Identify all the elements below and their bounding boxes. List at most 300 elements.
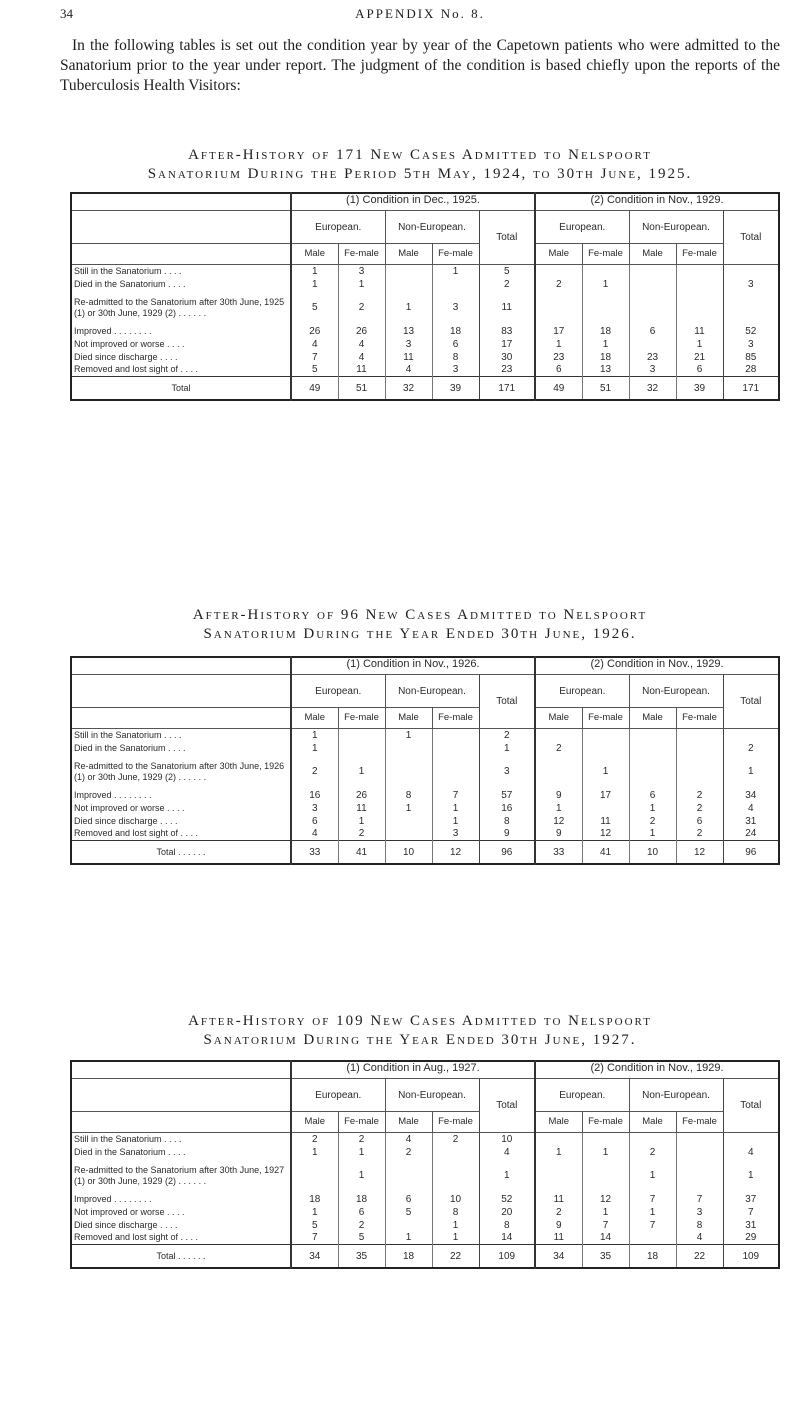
female-header: Fe-male [338,244,385,265]
cell: 5 [338,1232,385,1245]
cell: 2 [385,1146,432,1159]
table-1 [70,192,776,401]
cell [582,802,629,815]
european-header: European. [535,1079,629,1112]
european-header: European. [535,675,629,708]
cell: 10 [432,1193,479,1206]
table-row [71,1146,779,1159]
cell: 8 [479,1219,535,1232]
cell [629,338,676,351]
cell [629,291,676,325]
cell: 1 [582,278,629,291]
cell: 1 [479,742,535,755]
cell [535,265,582,278]
table-row [71,265,779,278]
cell: 4 [385,364,432,377]
cell: 1 [629,1159,676,1193]
cell [385,755,432,789]
cell: 7 [723,1206,779,1219]
cell: 21 [676,351,723,364]
row-label: Re-admitted to the Sanatorium after 30th June, 1925 (1) or 30th June, 1929 (2) . . . . . . [74,296,285,318]
cell [338,742,385,755]
female-header: Fe-male [582,708,629,729]
female-header: Fe-male [676,1112,723,1133]
cell: 5 [479,265,535,278]
table-row [71,1193,779,1206]
cell: 5 [291,291,338,325]
male-header: Male [291,244,338,265]
cell: 1 [432,815,479,828]
cell [582,265,629,278]
total-cell: 35 [582,1245,629,1269]
total-cell: 109 [479,1245,535,1269]
cell: 12 [582,828,629,841]
cell: 1 [432,802,479,815]
row-label: Died since discharge . . . . [74,815,178,826]
cell: 1 [582,338,629,351]
total-cell: 10 [629,841,676,865]
cell: 23 [629,351,676,364]
table-row [71,291,779,325]
cell: 1 [676,338,723,351]
row-label: Removed and lost sight of . . . . [74,364,199,375]
cell: 26 [291,325,338,338]
cell: 3 [432,828,479,841]
row-label: Re-admitted to the Sanatorium after 30th June, 1927 (1) or 30th June, 1929 (2) . . . . . . [74,1164,285,1186]
cell [629,755,676,789]
table-row [71,351,779,364]
table-row [71,338,779,351]
cell: 4 [291,828,338,841]
cell: 31 [723,1219,779,1232]
cell: 85 [723,351,779,364]
non-european-header: Non-European. [385,1079,479,1112]
female-header: Fe-male [582,244,629,265]
cell: 1 [535,338,582,351]
cell: 7 [291,351,338,364]
cell: 1 [291,1206,338,1219]
stub-header [71,193,291,211]
total-cell: 171 [723,377,779,401]
table-2-heading-line-1: After-History of 96 New Cases Admitted to Nelspoort [192,607,648,623]
cell: 17 [582,789,629,802]
cell [676,278,723,291]
total-cell: 33 [291,841,338,865]
cell [629,729,676,742]
cell: 34 [723,789,779,802]
cell: 1 [432,265,479,278]
european-header: European. [291,1079,385,1112]
male-header: Male [385,1112,432,1133]
cell: 8 [432,1206,479,1219]
cell: 2 [535,278,582,291]
cell: 6 [676,815,723,828]
non-european-header: Non-European. [629,675,723,708]
male-header: Male [629,244,676,265]
cell: 8 [432,351,479,364]
total-header: Total [479,1079,535,1133]
cell: 5 [385,1206,432,1219]
cell: 2 [629,815,676,828]
row-label: Died in the Sanatorium . . . . [74,278,186,289]
table-row [71,828,779,841]
cell: 6 [629,789,676,802]
total-cell: 34 [535,1245,582,1269]
cell: 52 [723,325,779,338]
cell [432,742,479,755]
cell: 2 [479,729,535,742]
cell: 3 [723,338,779,351]
row-label: Still in the Sanatorium . . . . [74,729,182,740]
male-header: Male [535,244,582,265]
row-label: Still in the Sanatorium . . . . [74,265,182,276]
cell [582,291,629,325]
cell: 2 [479,278,535,291]
table-1-heading-line-2: Sanatorium During the Period 5th May, 1924, to 30th June, 1925. [147,166,693,182]
total-cell: 12 [676,841,723,865]
cell: 24 [723,828,779,841]
table-3-heading-line-2: Sanatorium During the Year Ended 30th June, 1927. [203,1032,637,1048]
cell: 1 [291,1146,338,1159]
cell: 12 [582,1193,629,1206]
cell: 11 [535,1193,582,1206]
cell: 1 [432,1219,479,1232]
cell [385,278,432,291]
total-cell: 49 [291,377,338,401]
cell: 2 [676,789,723,802]
cell [723,291,779,325]
cell: 11 [338,802,385,815]
male-header: Male [385,244,432,265]
cell [432,278,479,291]
cell: 1 [723,755,779,789]
total-cell: 96 [723,841,779,865]
total-cell: 171 [479,377,535,401]
cell: 18 [582,325,629,338]
cell: 11 [535,1232,582,1245]
cell: 1 [629,802,676,815]
cell [385,828,432,841]
cell: 6 [432,338,479,351]
cell: 6 [629,325,676,338]
table-row [71,802,779,815]
cell: 1 [338,1159,385,1193]
cell [535,729,582,742]
data-table [70,656,780,865]
cell: 4 [723,1146,779,1159]
cell: 2 [338,828,385,841]
condition-1-header: (1) Condition in Nov., 1926. [291,657,535,675]
page-header [60,6,780,26]
cell: 1 [338,815,385,828]
cell: 37 [723,1193,779,1206]
row-label: Died since discharge . . . . [74,351,178,362]
cell: 2 [291,1133,338,1146]
male-header: Male [629,1112,676,1133]
cell [432,1146,479,1159]
female-header: Fe-male [432,244,479,265]
cell: 7 [291,1232,338,1245]
total-cell: 41 [582,841,629,865]
cell: 7 [629,1219,676,1232]
cell: 3 [676,1206,723,1219]
cell: 14 [479,1232,535,1245]
table-row [71,755,779,789]
total-cell: 22 [676,1245,723,1269]
cell [432,1159,479,1193]
table-row [71,1206,779,1219]
cell: 6 [291,815,338,828]
cell: 1 [385,729,432,742]
cell [676,742,723,755]
cell [535,1159,582,1193]
row-label: Still in the Sanatorium . . . . [74,1133,182,1144]
cell: 4 [479,1146,535,1159]
cell: 18 [432,325,479,338]
cell: 1 [291,729,338,742]
non-european-header: Non-European. [385,211,479,244]
cell [432,729,479,742]
cell [676,265,723,278]
cell: 4 [676,1232,723,1245]
cell [676,729,723,742]
row-label: Improved . . . . . . . . [74,1193,152,1204]
total-cell: 39 [432,377,479,401]
total-cell: 18 [629,1245,676,1269]
cell: 1 [582,1146,629,1159]
female-header: Fe-male [582,1112,629,1133]
total-row-label: Total [71,377,291,401]
row-label: Removed and lost sight of . . . . [74,1232,199,1243]
cell: 17 [479,338,535,351]
table-2-heading [60,606,780,644]
cell [676,1146,723,1159]
cell [432,755,479,789]
total-row-label: Total . . . . . . [71,1245,291,1269]
non-european-header: Non-European. [629,1079,723,1112]
cell: 26 [338,789,385,802]
total-row [71,841,779,865]
row-label: Re-admitted to the Sanatorium after 30th June, 1926 (1) or 30th June, 1929 (2) . . . . . . [74,760,285,782]
cell: 11 [385,351,432,364]
cell [676,1133,723,1146]
cell: 7 [676,1193,723,1206]
cell: 8 [676,1219,723,1232]
cell: 8 [479,815,535,828]
cell: 1 [291,278,338,291]
condition-1-header: (1) Condition in Aug., 1927. [291,1061,535,1079]
total-row-label: Total . . . . . . [71,841,291,865]
cell: 4 [291,338,338,351]
cell: 10 [479,1133,535,1146]
cell [629,1232,676,1245]
cell: 3 [385,338,432,351]
total-cell: 34 [291,1245,338,1269]
table-row [71,729,779,742]
cell: 9 [535,789,582,802]
table-row [71,325,779,338]
cell [385,742,432,755]
cell: 1 [385,802,432,815]
cell: 3 [291,802,338,815]
cell: 6 [385,1193,432,1206]
non-european-header: Non-European. [629,211,723,244]
row-label: Improved . . . . . . . . [74,789,152,800]
cell: 9 [535,1219,582,1232]
cell: 3 [479,755,535,789]
cell: 6 [676,364,723,377]
total-cell: 12 [432,841,479,865]
cell: 3 [338,265,385,278]
total-cell: 33 [535,841,582,865]
total-header: Total [479,675,535,729]
data-table [70,192,780,401]
non-european-header: Non-European. [385,675,479,708]
cell: 1 [385,1232,432,1245]
cell: 7 [629,1193,676,1206]
cell: 5 [291,1219,338,1232]
cell: 3 [432,291,479,325]
total-cell: 96 [479,841,535,865]
cell [535,755,582,789]
cell [291,1159,338,1193]
total-cell: 109 [723,1245,779,1269]
cell: 16 [479,802,535,815]
total-row [71,1245,779,1269]
table-row [71,1159,779,1193]
cell [723,265,779,278]
cell [338,729,385,742]
table-row [71,364,779,377]
cell: 1 [385,291,432,325]
cell: 2 [338,1133,385,1146]
cell [629,742,676,755]
cell [582,1133,629,1146]
cell: 2 [291,755,338,789]
female-header: Fe-male [338,708,385,729]
cell [582,742,629,755]
cell: 17 [535,325,582,338]
table-2-heading-line-2: Sanatorium During the Year Ended 30th June, 1926. [203,626,637,642]
condition-2-header: (2) Condition in Nov., 1929. [535,193,779,211]
cell: 1 [338,1146,385,1159]
cell: 57 [479,789,535,802]
european-header: European. [291,675,385,708]
cell: 31 [723,815,779,828]
cell: 14 [582,1232,629,1245]
total-header: Total [723,211,779,265]
total-header: Total [723,675,779,729]
total-cell: 18 [385,1245,432,1269]
cell: 1 [629,1206,676,1219]
cell: 8 [385,789,432,802]
cell [629,1133,676,1146]
cell [582,1159,629,1193]
condition-2-header: (2) Condition in Nov., 1929. [535,657,779,675]
cell: 6 [338,1206,385,1219]
total-cell: 51 [338,377,385,401]
female-header: Fe-male [432,708,479,729]
cell: 2 [676,828,723,841]
cell: 7 [582,1219,629,1232]
cell [535,291,582,325]
total-cell: 41 [338,841,385,865]
cell: 4 [338,351,385,364]
cell: 1 [723,1159,779,1193]
cell: 2 [535,742,582,755]
total-row [71,377,779,401]
row-label: Improved . . . . . . . . [74,325,152,336]
cell: 30 [479,351,535,364]
cell: 4 [385,1133,432,1146]
female-header: Fe-male [338,1112,385,1133]
cell [629,265,676,278]
male-header: Male [291,1112,338,1133]
cell: 1 [291,742,338,755]
row-label: Died in the Sanatorium . . . . [74,1146,186,1157]
stub-header [71,657,291,675]
appendix-title: APPENDIX No. 8. [355,6,485,21]
cell: 13 [385,325,432,338]
stub-header [71,1061,291,1079]
cell: 2 [723,742,779,755]
cell [676,755,723,789]
cell [385,815,432,828]
total-cell: 10 [385,841,432,865]
table-3-heading [60,1012,780,1050]
cell: 9 [535,828,582,841]
cell: 1 [535,1146,582,1159]
cell: 1 [582,1206,629,1219]
cell: 2 [432,1133,479,1146]
cell [385,1219,432,1232]
male-header: Male [535,708,582,729]
cell: 3 [629,364,676,377]
cell: 11 [479,291,535,325]
male-header: Male [291,708,338,729]
table-row [71,742,779,755]
european-header: European. [291,211,385,244]
total-header: Total [723,1079,779,1133]
female-header: Fe-male [676,708,723,729]
table-row [71,1219,779,1232]
row-label: Not improved or worse . . . . [74,338,185,349]
total-cell: 39 [676,377,723,401]
cell [535,1133,582,1146]
cell: 7 [432,789,479,802]
cell: 23 [479,364,535,377]
total-cell: 22 [432,1245,479,1269]
cell: 3 [432,364,479,377]
cell [676,291,723,325]
total-cell: 49 [535,377,582,401]
total-cell: 35 [338,1245,385,1269]
row-label: Not improved or worse . . . . [74,1206,185,1217]
cell: 1 [582,755,629,789]
cell: 11 [676,325,723,338]
cell [723,729,779,742]
cell: 2 [338,1219,385,1232]
cell: 5 [291,364,338,377]
cell: 1 [629,828,676,841]
cell: 1 [338,755,385,789]
female-header: Fe-male [432,1112,479,1133]
table-1-heading [60,146,780,184]
cell: 18 [582,351,629,364]
total-cell: 51 [582,377,629,401]
cell: 9 [479,828,535,841]
table-3-heading-line-1: After-History of 109 New Cases Admitted to Nelspoort [188,1013,652,1029]
